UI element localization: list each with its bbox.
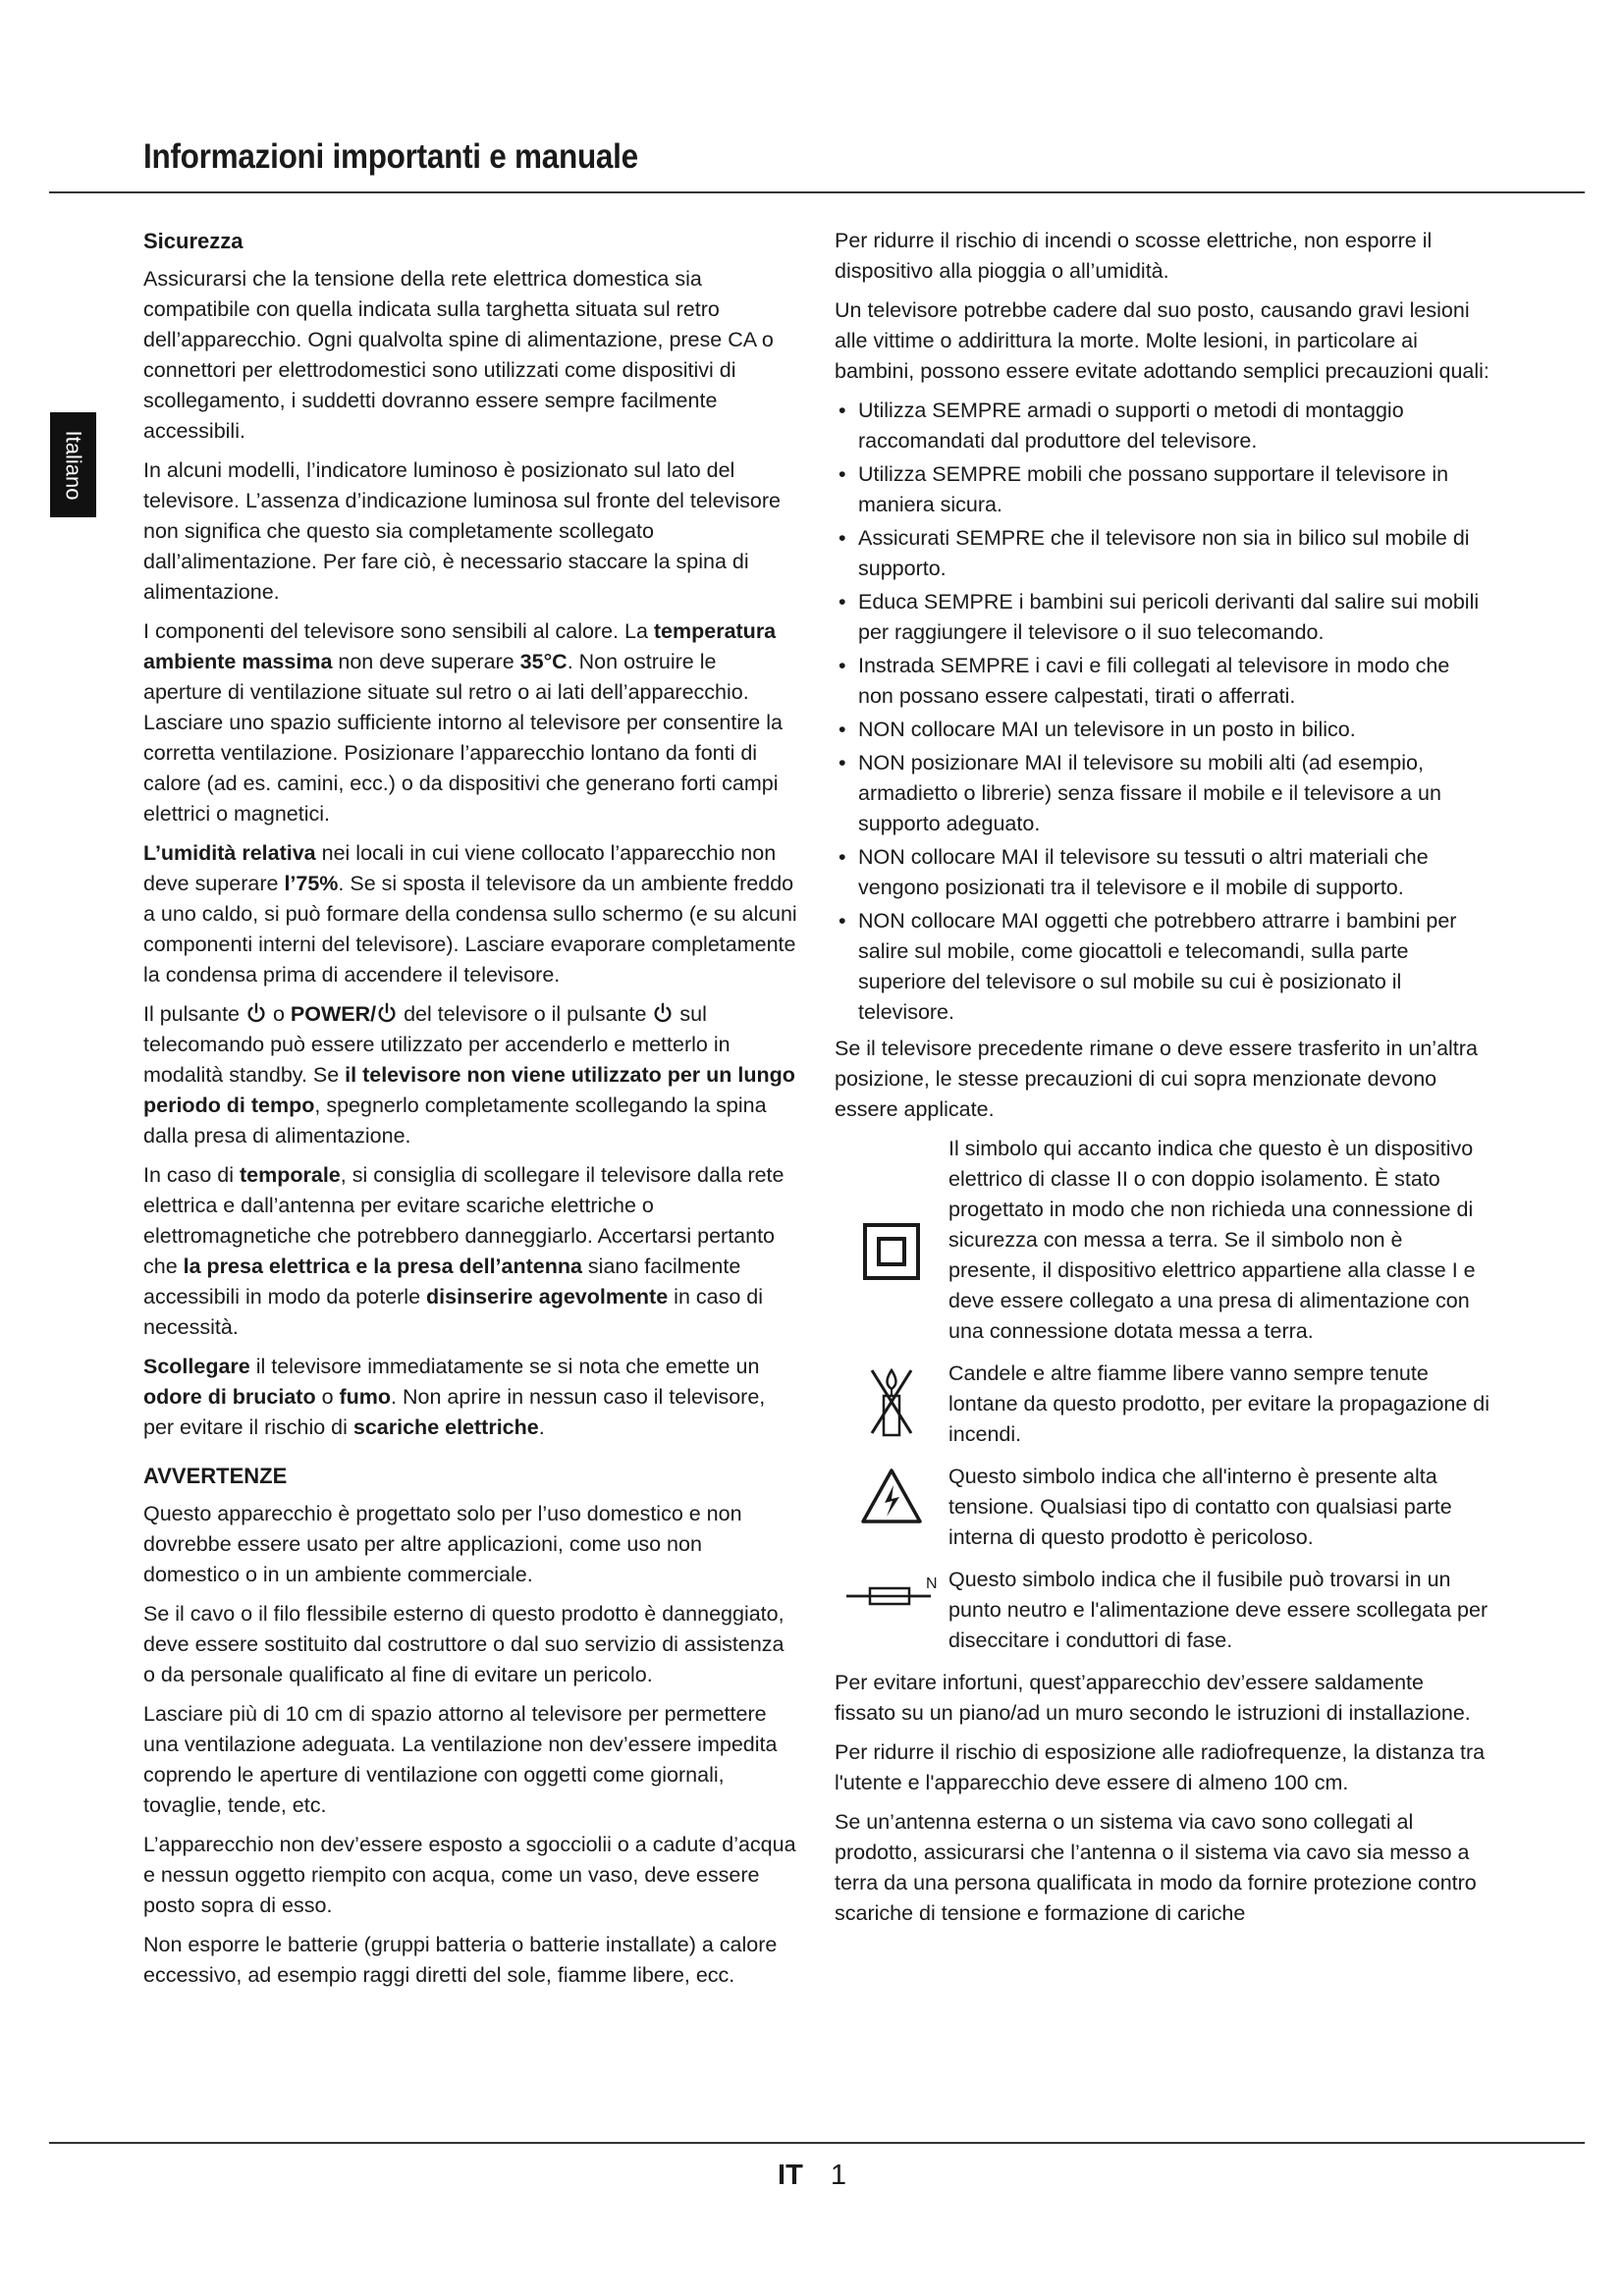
warnings-heading: AVVERTENZE: [143, 1464, 288, 1488]
list-item: • NON collocare MAI un televisore in un posto in bilico.: [835, 715, 1490, 745]
language-tab: [50, 412, 96, 517]
symbol-class2: [835, 1134, 1490, 1347]
list-item: • Educa SEMPRE i bambini sui pericoli derivanti dal salire sui mobili per raggiungere il televisore o il suo telecomando.: [835, 587, 1490, 648]
paragraph: Un televisore potrebbe cadere dal suo posto, causando gravi lesioni alle vittime o addirittura la morte. Molte lesioni, in particolare ai bambini, possono essere evitate adottando semplici precauzioni quali:: [835, 298, 1489, 383]
list-item: • Utilizza SEMPRE mobili che possano supportare il televisore in maniera sicura.: [835, 459, 1490, 520]
footer-language-code: IT: [778, 2160, 803, 2191]
page-footer: [0, 2160, 1624, 2192]
symbol-description: Questo simbolo indica che all'interno è presente alta tensione. Qualsiasi tipo di contatto con qualsiasi parte interna di questo prodotto è pericoloso.: [948, 1465, 1452, 1549]
paragraph: Lasciare più di 10 cm di spazio attorno al televisore per permettere una ventilazione adeguata. La ventilazione non dev’essere impedita coprendo le aperture di ventilazione con oggetti come giornali, tovaglie, tende, etc.: [143, 1702, 778, 1817]
paragraph: Per ridurre il rischio di esposizione alle radiofrequenze, la distanza tra l'utente e l'apparecchio deve essere di almeno 100 cm.: [835, 1740, 1486, 1794]
paragraph: I componenti del televisore sono sensibili al calore. La temperatura ambiente massima non deve superare 35°C. Non ostruire le aperture di ventilazione situate sul retro o ai lati dell’apparecchio. Lasciare uno spazio sufficiente intorno al televisore per consentire la corretta ventilazione. Posizionare l’apparecchio lontano da fonti di calore (ad es. camini, ecc.) o da dispositivi che generano forti campi elettrici o magnetici.: [143, 619, 783, 826]
list-item: • Assicurati SEMPRE che il televisore non sia in bilico sul mobile di supporto.: [835, 523, 1490, 584]
paragraph: Questo apparecchio è progettato solo per l’uso domestico e non dovrebbe essere usato per altre applicazioni, come uso non domestico o in un ambiente commerciale.: [143, 1502, 742, 1586]
high-voltage-warning-icon: [860, 1468, 923, 1524]
safety-heading: Sicurezza: [143, 229, 244, 253]
power-icon: [376, 1002, 398, 1024]
double-insulation-icon: [862, 1222, 921, 1281]
paragraph: Il pulsante o POWER/ del televisore o il pulsante sul telecomando può essere utilizzato per accenderlo e metterlo in modalità standby. Se il televisore non viene utilizzato per un lungo periodo di tempo, spegnerlo completamente scollegando la spina dalla presa di alimentazione.: [143, 1002, 795, 1148]
paragraph: Assicurarsi che la tensione della rete elettrica domestica sia compatibile con quella indicata sulla targhetta situata sul retro dell’apparecchio. Ogni qualvolta spine di alimentazione, prese CA o connettori per elettrodomestici sono utilizzati come dispositivi di scollegamento, i suddetti dovranno essere sempre facilmente accessibili.: [143, 267, 774, 443]
paragraph: Se il televisore precedente rimane o deve essere trasferito in un’altra posizione, le stesse precauzioni di cui sopra menzionate devono essere applicate.: [835, 1037, 1478, 1121]
power-icon: [652, 1002, 674, 1024]
paragraph: In alcuni modelli, l’indicatore luminoso è posizionato sul lato del televisore. L’assenza d’indicazione luminosa sul fronte del televisore non significa che questo sia completamente scollegato dall’alimentazione. Per fare ciò, è necessario staccare la spina di alimentazione.: [143, 458, 781, 604]
list-item: • NON collocare MAI oggetti che potrebbero attrarre i bambini per salire sul mobile, come giocattoli e telecomandi, sulla parte superiore del televisore o sul mobile su cui è posizionato il televisore.: [835, 906, 1490, 1028]
paragraph: L’umidità relativa nei locali in cui viene collocato l’apparecchio non deve superare l’75%. Se si sposta il televisore da un ambiente freddo a uno caldo, si può formare della condensa sullo schermo (e su alcuni componenti interni del televisore). Lasciare evaporare completamente la condensa prima di accendere il televisore.: [143, 841, 797, 987]
left-column: [143, 226, 799, 2000]
symbol-fuse: [835, 1565, 1490, 1656]
symbol-high-voltage: [835, 1462, 1490, 1553]
page-number: 1: [830, 2160, 846, 2191]
symbol-candle: [835, 1359, 1490, 1450]
fuse-icon: [842, 1571, 941, 1614]
list-item: • NON posizionare MAI il televisore su mobili alti (ad esempio, armadietto o librerie) senza fissare il mobile e il televisore a un supporto adeguato.: [835, 748, 1490, 839]
paragraph: In caso di temporale, si consiglia di scollegare il televisore dalla rete elettrica e dall’antenna per evitare scariche elettriche o elettromagnetiche che potrebbero danneggiarlo. Accertarsi pertanto che la presa elettrica e la presa dell’antenna siano facilmente accessibili in modo da poterle disinserire agevolmente in caso di necessità.: [143, 1163, 785, 1339]
symbol-description: Candele e altre fiamme libere vanno sempre tenute lontane da questo prodotto, per evitare la propagazione di incendi.: [948, 1362, 1490, 1446]
paragraph: Scollegare il televisore immediatamente se si nota che emette un odore di bruciato o fumo. Non aprire in nessun caso il televisore, per evitare il rischio di scariche elettriche.: [143, 1355, 766, 1439]
paragraph: L’apparecchio non dev’essere esposto a sgocciolii o a cadute d’acqua e nessun oggetto riempito con acqua, come un vaso, deve essere posto sopra di esso.: [143, 1833, 796, 1917]
paragraph: Per ridurre il rischio di incendi o scosse elettriche, non esporre il dispositivo alla pioggia o all’umidità.: [835, 229, 1433, 283]
page-title: Informazioni importanti e manuale: [143, 137, 638, 176]
paragraph: Se il cavo o il filo flessibile esterno di questo prodotto è danneggiato, deve essere sostituito dal costruttore o dal suo servizio di assistenza o da personale qualificato al fine di evitare un pericolo.: [143, 1602, 785, 1686]
fuse-neutral-label: N: [926, 1575, 938, 1592]
list-item: • Instrada SEMPRE i cavi e fili collegati al televisore in modo che non possano essere calpestati, tirati o afferrati.: [835, 651, 1490, 712]
no-candle-icon: [867, 1364, 916, 1445]
power-icon: [245, 1002, 267, 1024]
list-item: • Utilizza SEMPRE armadi o supporti o metodi di montaggio raccomandati dal produttore del televisore.: [835, 396, 1490, 456]
right-column: [835, 226, 1490, 1938]
symbol-description: Questo simbolo indica che il fusibile può trovarsi in un punto neutro e l'alimentazione deve essere scollegata per diseccitare i conduttori di fase.: [948, 1568, 1489, 1652]
paragraph: Per evitare infortuni, quest’apparecchio dev’essere saldamente fissato su un piano/ad un muro secondo le istruzioni di installazione.: [835, 1671, 1471, 1725]
footer-divider: [49, 2142, 1585, 2144]
symbol-description: Il simbolo qui accanto indica che questo è un dispositivo elettrico di classe II o con doppio isolamento. È stato progettato in modo che non richieda una connessione di sicurezza con messa a terra. Se il simbolo non è presente, il dispositivo elettrico appartiene alla classe I e deve essere collegato a una presa di alimentazione con una connessione dotata messa a terra.: [948, 1137, 1476, 1343]
language-tab-label: Italiano: [61, 430, 86, 500]
paragraph: Non esporre le batterie (gruppi batteria o batterie installate) a calore eccessivo, ad esempio raggi diretti del sole, fiamme libere, ecc.: [143, 1933, 778, 1987]
list-item: • NON collocare MAI il televisore su tessuti o altri materiali che vengono posizionati tra il televisore e il mobile di supporto.: [835, 842, 1490, 903]
paragraph: Se un’antenna esterna o un sistema via cavo sono collegati al prodotto, assicurarsi che l’antenna o il sistema via cavo sia messo a terra da una persona qualificata in modo da fornire protezione contro scariche di tensione e formazione di cariche: [835, 1810, 1477, 1925]
precautions-list: [835, 396, 1490, 1028]
header-divider: [49, 191, 1585, 193]
